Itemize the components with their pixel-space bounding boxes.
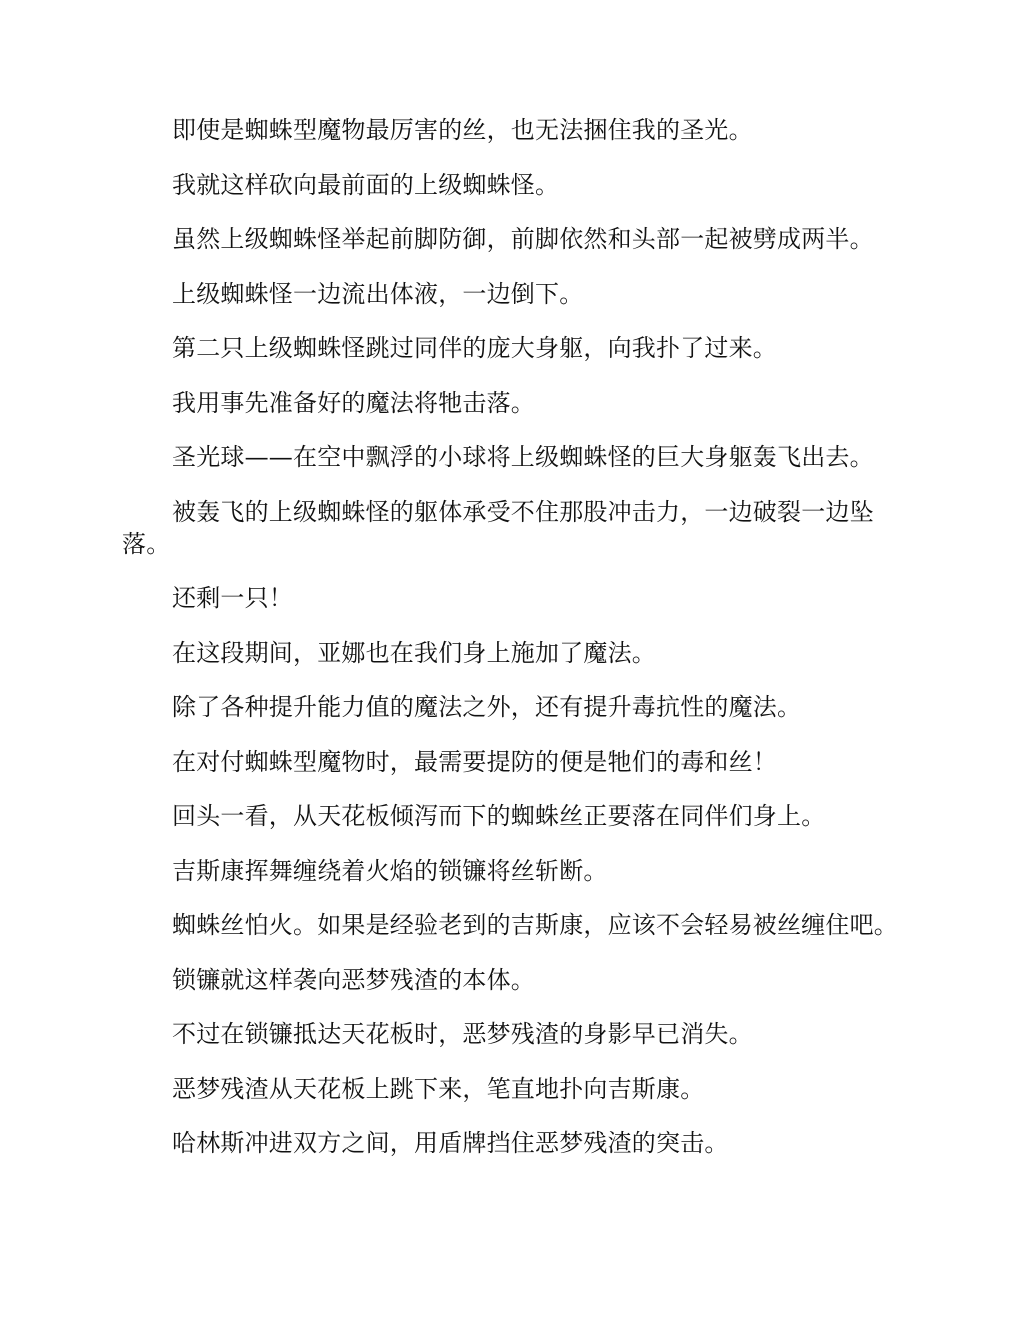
paragraph: 在对付蜘蛛型魔物时，最需要提防的便是牠们的毒和丝！ [172,747,777,776]
paragraph: 蜘蛛丝怕火。如果是经验老到的吉斯康，应该不会轻易被丝缠住吧。 [172,911,898,939]
paragraph: 还剩一只！ [172,584,293,612]
paragraph: 吉斯康挥舞缠绕着火焰的锁镰将丝斩断。 [172,856,608,885]
paragraph: 被轰飞的上级蜘蛛怪的躯体承受不住那股冲击力，一边破裂一边坠落。 [122,497,874,558]
paragraph: 锁镰就这样袭向恶梦残渣的本体。 [172,965,535,994]
paragraph: 除了各种提升能力值的魔法之外，还有提升毒抗性的魔法。 [172,693,802,721]
paragraph: 圣光球——在空中飘浮的小球将上级蜘蛛怪的巨大身躯轰飞出去。 [172,443,874,471]
document-body [122,114,902,1182]
paragraph: 我就这样砍向最前面的上级蜘蛛怪。 [172,170,560,199]
paragraph: 恶梦残渣从天花板上跳下来，笔直地扑向吉斯康。 [172,1074,705,1103]
paragraph: 回头一看，从天花板倾泻而下的蜘蛛丝正要落在同伴们身上。 [172,802,826,830]
paragraph: 第二只上级蜘蛛怪跳过同伴的庞大身躯，向我扑了过来。 [172,334,777,362]
paragraph: 虽然上级蜘蛛怪举起前脚防御，前脚依然和头部一起被劈成两半。 [172,225,874,253]
paragraph: 即使是蜘蛛型魔物最厉害的丝，也无法捆住我的圣光。 [172,116,753,144]
paragraph: 哈林斯冲进双方之间，用盾牌挡住恶梦残渣的突击。 [172,1129,729,1157]
paragraph: 不过在锁镰抵达天花板时，恶梦残渣的身影早已消失。 [172,1020,753,1048]
paragraph: 上级蜘蛛怪一边流出体液，一边倒下。 [172,279,584,308]
paragraph: 在这段期间，亚娜也在我们身上施加了魔法。 [172,638,656,667]
paragraph: 我用事先准备好的魔法将牠击落。 [172,388,535,417]
